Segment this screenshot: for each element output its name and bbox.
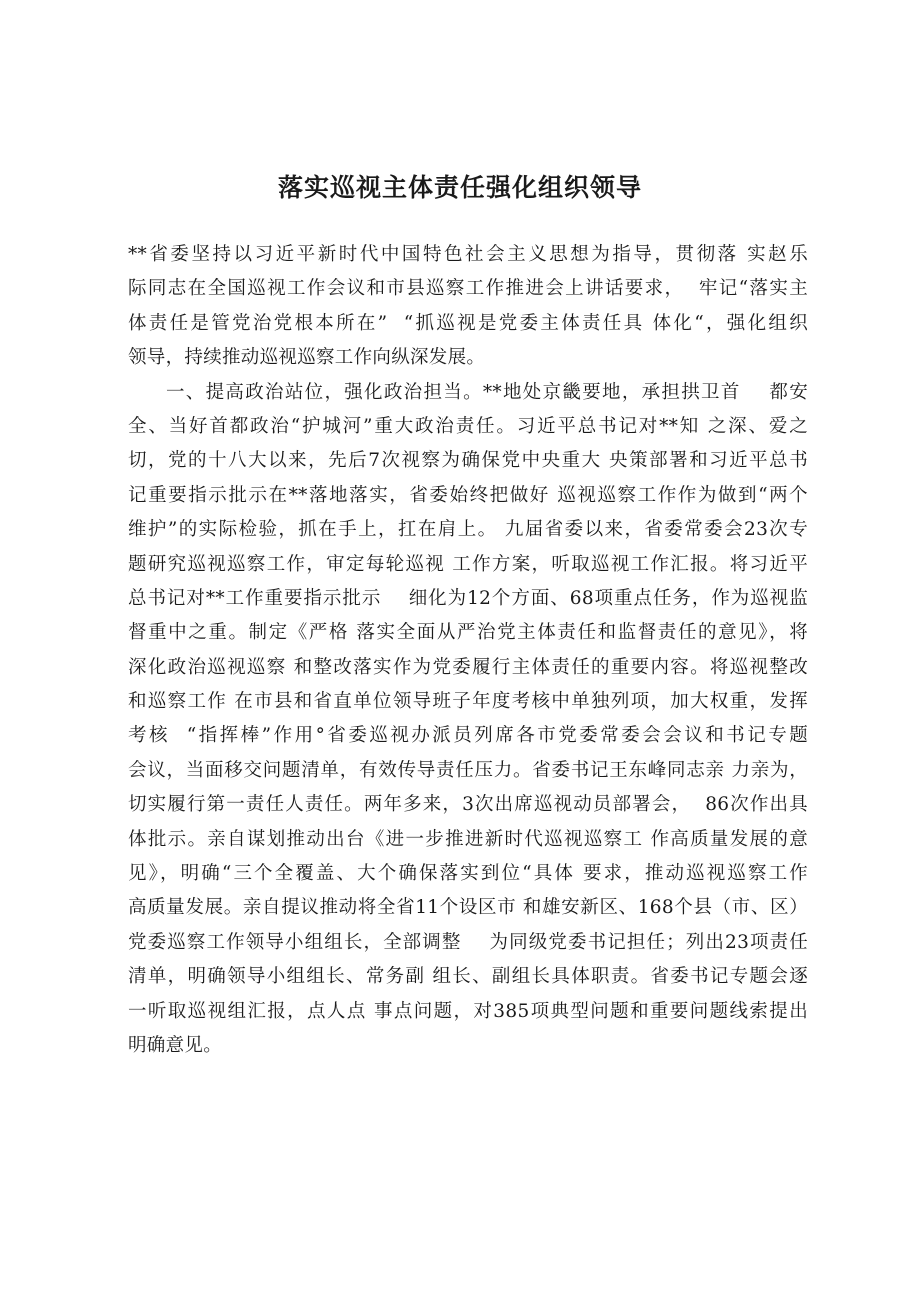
- text-line: **省委坚持以习近平新时代中国特色社会主义思想为指导，贯彻落 实赵乐: [128, 244, 808, 265]
- text-line: 记重要指示批示在**落地落实，省委始终把做好 巡视巡察工作作为做到“两个: [128, 484, 808, 506]
- text-line: 督重中之重。制定《严格 落实全面从严治党主体责任和监督责任的意见》，将: [128, 622, 808, 644]
- text-line: 深化政治巡视巡察 和整改落实作为党委履行主体责任的重要内容。将巡视整改: [128, 656, 808, 678]
- text-line: 清单，明确领导小组组长、常务副 组长、副组长具体职责。省委书记专题会逐: [128, 966, 808, 988]
- text-line: 题研究巡视巡察工作，审定每轮巡视 工作方案，听取巡视工作汇报。将习近平: [128, 553, 808, 575]
- document-title: 落实巡视主体责任强化组织领导: [277, 173, 642, 202]
- text-line: 一听取巡视组汇报，点人点 事点问题，对385项典型问题和重要问题线索提出: [128, 1000, 808, 1022]
- document-body: [128, 238, 808, 1063]
- text-line: 党委巡察工作领导小组组长，全部调整 为同级党委书记担任；列出23项责任: [128, 931, 808, 953]
- text-line: 一、提高政治站位，强化政治担当。**地处京畿要地，承担拱卫首 都安: [166, 381, 808, 403]
- text-line: 见》，明确“三个全覆盖、大个确保落实到位“具体 要求，推动巡视巡察工作: [128, 863, 808, 885]
- text-line: 切，党的十八大以来，先后7次视察为确保党中央重大 央策部署和习近平总书: [128, 450, 808, 472]
- text-line: 总书记对**工作重要指示批示 细化为12个方面、68项重点任务，作为巡视监: [128, 587, 808, 609]
- text-line: 切实履行第一责任人责任。两年多来，3次出席巡视动员部署会， 86次作出具: [128, 794, 808, 816]
- text-line: 际同志在全国巡视工作会议和市县巡察工作推进会上讲话要求， 牢记“落实主: [128, 278, 808, 300]
- text-line: 体责任是管党治党根本所在” “抓巡视是党委主体责任具 体化“，强化组织: [128, 312, 808, 334]
- text-line: 体批示。亲自谋划推动出台《进一步推进新时代巡视巡察工 作高质量发展的意: [128, 828, 808, 850]
- paragraph-intro: [128, 238, 808, 376]
- paragraph-section-one: [128, 376, 808, 1064]
- text-line: 全、当好首都政治“护城河”重大政治责任。习近平总书记对**知 之深、爱之: [128, 415, 808, 437]
- text-line: 会议，当面移交问题清单，有效传导责任压力。省委书记王东峰同志亲 力亲为，: [128, 759, 808, 781]
- text-line: 考核 “指挥棒”作用°省委巡视办派员列席各市党委常委会会议和书记专题: [128, 725, 808, 747]
- text-line: 高质量发展。亲自提议推动将全省11个设区市 和雄安新区、168个县（市、区）: [128, 897, 808, 919]
- text-line: 维护”的实际检验，抓在手上，扛在肩上。 九届省委以来，省委常委会23次专: [128, 519, 808, 541]
- text-line: 领导，持续推动巡视巡察工作向纵深发展。: [128, 347, 486, 369]
- text-line: 明确意见。: [128, 1034, 223, 1056]
- text-line: 和巡察工作 在市县和省直单位领导班子年度考核中单独列项，加大权重，发挥: [128, 691, 808, 713]
